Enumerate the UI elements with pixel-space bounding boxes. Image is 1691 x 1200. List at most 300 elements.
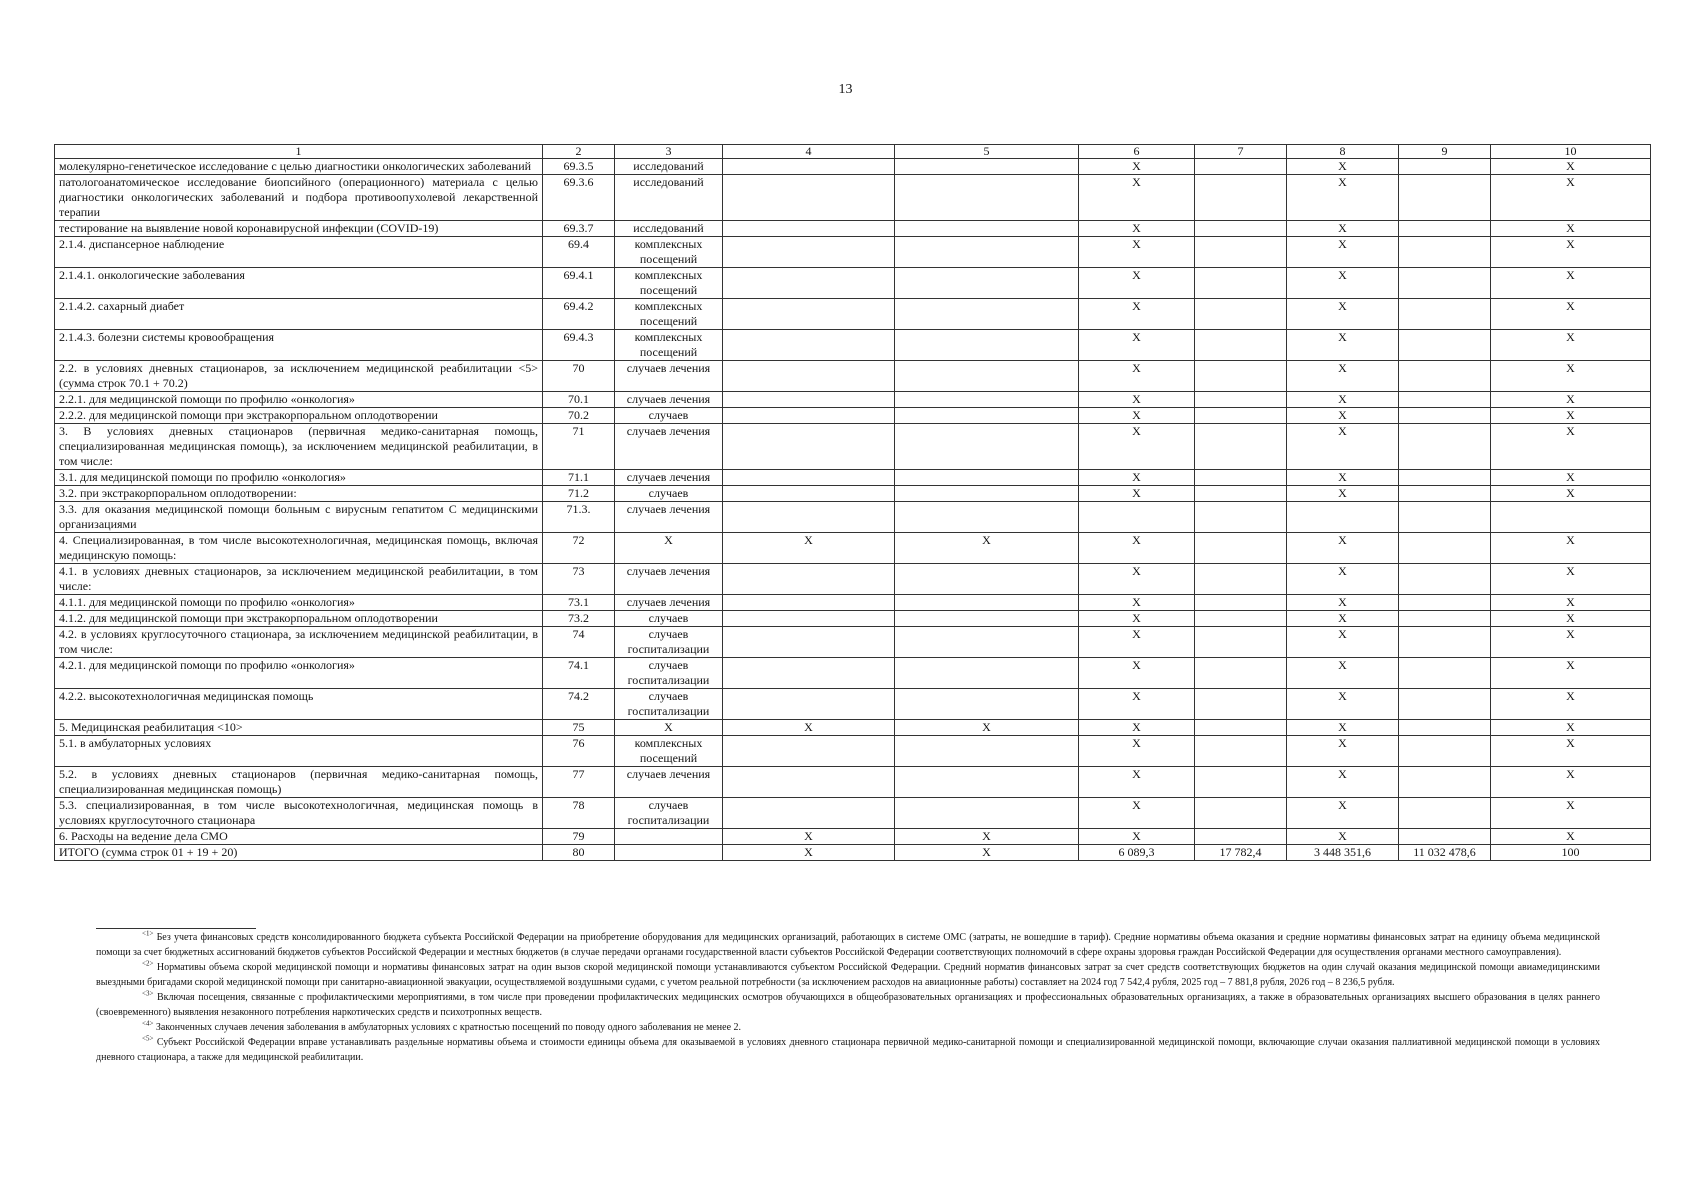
cell-col4: [723, 424, 895, 470]
cell-col10: X: [1491, 736, 1651, 767]
row-name: 3.1. для медицинской помощи по профилю «онкология»: [55, 470, 543, 486]
cell-col4: [723, 658, 895, 689]
row-unit: случаев госпитализации: [615, 658, 723, 689]
cell-col6: X: [1079, 159, 1195, 175]
cell-col7: 17 782,4: [1195, 845, 1287, 861]
cell-col8: X: [1287, 658, 1399, 689]
cell-col6: X: [1079, 829, 1195, 845]
cell-col5: [895, 736, 1079, 767]
cell-col8: X: [1287, 829, 1399, 845]
footnote-text: Субъект Российской Федерации вправе устанавливать раздельные нормативы объема и стоимости единицы объема для оказываемой в условиях дневного стационара первичной медико-санитарной помощи и специализированной медицинской помощи, включающие случаи оказания паллиативной медицинской помощи в условиях дневного стационара, а также для медицинской реабилитации.: [96, 1037, 1600, 1063]
row-code: 69.4: [543, 237, 615, 268]
cell-col7: [1195, 564, 1287, 595]
cell-col9: [1399, 689, 1491, 720]
column-header: 1: [55, 145, 543, 159]
cell-col4: [723, 330, 895, 361]
cell-col7: [1195, 829, 1287, 845]
cell-col7: [1195, 658, 1287, 689]
cell-col6: [1079, 502, 1195, 533]
cell-col7: [1195, 611, 1287, 627]
row-unit: комплексных посещений: [615, 736, 723, 767]
table-row: [55, 533, 1651, 564]
row-unit: [615, 845, 723, 861]
cell-col4: [723, 627, 895, 658]
row-name: 4.2.1. для медицинской помощи по профилю «онкология»: [55, 658, 543, 689]
cell-col4: [723, 595, 895, 611]
cell-col8: X: [1287, 159, 1399, 175]
cell-col6: X: [1079, 798, 1195, 829]
cell-col10: X: [1491, 595, 1651, 611]
cell-col5: [895, 159, 1079, 175]
column-header: 2: [543, 145, 615, 159]
cell-col5: [895, 299, 1079, 330]
cell-col6: X: [1079, 361, 1195, 392]
footnote-mark: <5>: [142, 1034, 154, 1043]
column-header: 10: [1491, 145, 1651, 159]
cell-col5: [895, 798, 1079, 829]
cell-col5: [895, 175, 1079, 221]
footnote: [96, 990, 1600, 1020]
row-unit: комплексных посещений: [615, 237, 723, 268]
cell-col7: [1195, 392, 1287, 408]
table-row: [55, 736, 1651, 767]
cell-col5: X: [895, 829, 1079, 845]
cell-col10: X: [1491, 658, 1651, 689]
cell-col7: [1195, 798, 1287, 829]
cell-col6: X: [1079, 424, 1195, 470]
cell-col7: [1195, 736, 1287, 767]
table-row: [55, 159, 1651, 175]
cell-col5: [895, 502, 1079, 533]
cell-col9: [1399, 392, 1491, 408]
cell-col8: X: [1287, 330, 1399, 361]
cell-col6: X: [1079, 392, 1195, 408]
row-unit: случаев лечения: [615, 361, 723, 392]
cell-col10: X: [1491, 533, 1651, 564]
row-code: 69.4.1: [543, 268, 615, 299]
row-unit: случаев лечения: [615, 424, 723, 470]
footnote-text: Нормативы объема скорой медицинской помощи и нормативы финансовых затрат на один вызов скорой медицинской помощи устанавливаются субъектом Российской Федерации. Средний норматив финансовых затрат за счет средств соответствующих бюджетов на один случай оказания медицинской помощи авиамедицинскими выездными бригадами скорой медицинской помощи при санитарно-авиационной эвакуации, осуществляемой воздушными судами, с учетом реальной потребности (за исключением расходов на авиационные работы) составляет на 2024 год 7 542,4 рубля, 2025 год – 7 881,8 рубля, 2026 год – 8 236,5 рубля.: [96, 962, 1600, 988]
row-code: 76: [543, 736, 615, 767]
column-header: 3: [615, 145, 723, 159]
cell-col4: [723, 268, 895, 299]
cell-col4: [723, 767, 895, 798]
row-unit: случаев госпитализации: [615, 689, 723, 720]
cell-col9: [1399, 299, 1491, 330]
cell-col4: [723, 470, 895, 486]
cell-col10: X: [1491, 159, 1651, 175]
standards-table: [54, 144, 1651, 861]
cell-col5: [895, 611, 1079, 627]
cell-col6: X: [1079, 486, 1195, 502]
row-name: 5.3. специализированная, в том числе высокотехнологичная, медицинская помощь в условиях круглосуточного стационара: [55, 798, 543, 829]
cell-col6: X: [1079, 330, 1195, 361]
cell-col10: X: [1491, 408, 1651, 424]
table-row: [55, 221, 1651, 237]
cell-col7: [1195, 595, 1287, 611]
cell-col4: [723, 392, 895, 408]
cell-col7: [1195, 486, 1287, 502]
cell-col9: [1399, 767, 1491, 798]
cell-col5: [895, 689, 1079, 720]
cell-col8: X: [1287, 392, 1399, 408]
table-row: [55, 627, 1651, 658]
cell-col9: [1399, 595, 1491, 611]
table-row: [55, 361, 1651, 392]
cell-col7: [1195, 330, 1287, 361]
row-code: 74.1: [543, 658, 615, 689]
row-name: 6. Расходы на ведение дела СМО: [55, 829, 543, 845]
cell-col4: [723, 361, 895, 392]
cell-col6: X: [1079, 408, 1195, 424]
cell-col9: [1399, 533, 1491, 564]
cell-col7: [1195, 502, 1287, 533]
row-name: 2.2. в условиях дневных стационаров, за исключением медицинской реабилитации <5> (сумма строк 70.1 + 70.2): [55, 361, 543, 392]
footnote-mark: <2>: [142, 959, 154, 968]
row-name: 3. В условиях дневных стационаров (первичная медико-санитарная помощь, специализированная медицинская помощь), за исключением медицинской реабилитации, в том числе:: [55, 424, 543, 470]
cell-col9: [1399, 330, 1491, 361]
row-code: 69.4.3: [543, 330, 615, 361]
table-row: [55, 237, 1651, 268]
cell-col10: X: [1491, 829, 1651, 845]
table-body: [55, 145, 1651, 861]
column-header: 7: [1195, 145, 1287, 159]
row-code: 74: [543, 627, 615, 658]
cell-col5: [895, 486, 1079, 502]
cell-col7: [1195, 361, 1287, 392]
row-code: 70.1: [543, 392, 615, 408]
cell-col5: [895, 564, 1079, 595]
footnote: [96, 1020, 1600, 1035]
cell-col8: X: [1287, 424, 1399, 470]
cell-col6: X: [1079, 268, 1195, 299]
cell-col6: X: [1079, 767, 1195, 798]
row-code: 69.3.5: [543, 159, 615, 175]
cell-col10: X: [1491, 611, 1651, 627]
row-name: 5.2. в условиях дневных стационаров (первичная медико-санитарная помощь, специализированная медицинская помощь): [55, 767, 543, 798]
cell-col4: [723, 502, 895, 533]
footnote-text: Включая посещения, связанные с профилактическими мероприятиями, в том числе при проведении профилактических медицинских осмотров обучающихся в общеобразовательных организациях и профессиональных образовательных организациях, а также в образовательных организациях высшего образования в целях раннего (своевременного) выявления незаконного потребления наркотических средств и психотропных веществ.: [96, 992, 1600, 1018]
cell-col7: [1195, 159, 1287, 175]
cell-col5: [895, 268, 1079, 299]
cell-col10: X: [1491, 470, 1651, 486]
table-row: [55, 595, 1651, 611]
row-name: ИТОГО (сумма строк 01 + 19 + 20): [55, 845, 543, 861]
row-code: 69.4.2: [543, 299, 615, 330]
cell-col6: X: [1079, 221, 1195, 237]
row-unit: исследований: [615, 175, 723, 221]
cell-col5: [895, 767, 1079, 798]
cell-col10: X: [1491, 689, 1651, 720]
cell-col5: [895, 361, 1079, 392]
cell-col10: X: [1491, 627, 1651, 658]
cell-col5: X: [895, 845, 1079, 861]
cell-col4: X: [723, 845, 895, 861]
cell-col10: X: [1491, 720, 1651, 736]
cell-col6: X: [1079, 611, 1195, 627]
cell-col7: [1195, 268, 1287, 299]
row-unit: случаев госпитализации: [615, 627, 723, 658]
row-name: 2.2.1. для медицинской помощи по профилю «онкология»: [55, 392, 543, 408]
cell-col9: [1399, 736, 1491, 767]
cell-col8: X: [1287, 798, 1399, 829]
cell-col4: [723, 159, 895, 175]
cell-col9: [1399, 502, 1491, 533]
table-row: [55, 330, 1651, 361]
cell-col10: X: [1491, 361, 1651, 392]
cell-col10: X: [1491, 392, 1651, 408]
footnote: [96, 1035, 1600, 1065]
cell-col10: X: [1491, 175, 1651, 221]
column-header: 5: [895, 145, 1079, 159]
page-number: 13: [838, 82, 853, 97]
row-name: патологоанатомическое исследование биопсийного (операционного) материала с целью диагностики онкологических заболеваний и подбора противоопухолевой лекарственной терапии: [55, 175, 543, 221]
cell-col9: [1399, 658, 1491, 689]
cell-col9: [1399, 221, 1491, 237]
row-name: 4. Специализированная, в том числе высокотехнологичная, медицинская помощь, включая медицинскую помощь:: [55, 533, 543, 564]
row-unit: случаев лечения: [615, 595, 723, 611]
cell-col10: X: [1491, 564, 1651, 595]
cell-col5: X: [895, 533, 1079, 564]
cell-col6: X: [1079, 736, 1195, 767]
cell-col7: [1195, 627, 1287, 658]
cell-col6: X: [1079, 627, 1195, 658]
cell-col9: [1399, 470, 1491, 486]
cell-col9: [1399, 627, 1491, 658]
cell-col8: X: [1287, 221, 1399, 237]
row-unit: случаев: [615, 486, 723, 502]
cell-col6: X: [1079, 720, 1195, 736]
footnote: [96, 930, 1600, 960]
cell-col8: X: [1287, 361, 1399, 392]
cell-col7: [1195, 720, 1287, 736]
cell-col4: [723, 736, 895, 767]
cell-col9: [1399, 486, 1491, 502]
cell-col9: [1399, 159, 1491, 175]
footnote-mark: <1>: [142, 929, 154, 938]
cell-col4: X: [723, 533, 895, 564]
cell-col8: X: [1287, 175, 1399, 221]
footnote: [96, 960, 1600, 990]
cell-col10: X: [1491, 237, 1651, 268]
row-unit: X: [615, 533, 723, 564]
cell-col4: [723, 408, 895, 424]
row-code: 70.2: [543, 408, 615, 424]
row-name: 2.2.2. для медицинской помощи при экстракорпоральном оплодотворении: [55, 408, 543, 424]
row-unit: случаев госпитализации: [615, 798, 723, 829]
table-row: [55, 767, 1651, 798]
cell-col7: [1195, 767, 1287, 798]
footnote-mark: <3>: [142, 989, 154, 998]
cell-col8: X: [1287, 408, 1399, 424]
cell-col5: [895, 237, 1079, 268]
cell-col9: [1399, 798, 1491, 829]
table-row: [55, 392, 1651, 408]
cell-col8: [1287, 502, 1399, 533]
cell-col4: [723, 237, 895, 268]
cell-col8: X: [1287, 720, 1399, 736]
cell-col9: [1399, 361, 1491, 392]
cell-col5: [895, 470, 1079, 486]
table-row: [55, 470, 1651, 486]
cell-col7: [1195, 237, 1287, 268]
row-unit: исследований: [615, 221, 723, 237]
row-code: 74.2: [543, 689, 615, 720]
table-row: [55, 486, 1651, 502]
cell-col5: [895, 221, 1079, 237]
cell-col5: [895, 658, 1079, 689]
cell-col8: X: [1287, 611, 1399, 627]
row-name: молекулярно-генетическое исследование с целью диагностики онкологических заболеваний: [55, 159, 543, 175]
row-code: 71: [543, 424, 615, 470]
row-unit: [615, 829, 723, 845]
cell-col9: [1399, 408, 1491, 424]
cell-col8: X: [1287, 736, 1399, 767]
table-row: [55, 658, 1651, 689]
cell-col10: X: [1491, 221, 1651, 237]
row-code: 75: [543, 720, 615, 736]
row-code: 71.3.: [543, 502, 615, 533]
cell-col8: X: [1287, 564, 1399, 595]
cell-col6: X: [1079, 299, 1195, 330]
row-name: 2.1.4.2. сахарный диабет: [55, 299, 543, 330]
row-unit: случаев: [615, 408, 723, 424]
row-unit: X: [615, 720, 723, 736]
row-name: 3.2. при экстракорпоральном оплодотворении:: [55, 486, 543, 502]
cell-col4: [723, 486, 895, 502]
row-name: 4.2.2. высокотехнологичная медицинская помощь: [55, 689, 543, 720]
row-unit: комплексных посещений: [615, 330, 723, 361]
row-code: 69.3.7: [543, 221, 615, 237]
row-code: 70: [543, 361, 615, 392]
cell-col8: 3 448 351,6: [1287, 845, 1399, 861]
table-row: [55, 408, 1651, 424]
cell-col7: [1195, 299, 1287, 330]
row-code: 80: [543, 845, 615, 861]
row-unit: случаев лечения: [615, 470, 723, 486]
table-row: [55, 689, 1651, 720]
footnote-mark: <4>: [142, 1019, 154, 1028]
cell-col5: [895, 595, 1079, 611]
cell-col8: X: [1287, 595, 1399, 611]
table-row: [55, 845, 1651, 861]
table-row: [55, 829, 1651, 845]
cell-col9: [1399, 611, 1491, 627]
cell-col7: [1195, 424, 1287, 470]
table-row: [55, 502, 1651, 533]
cell-col5: [895, 408, 1079, 424]
cell-col9: [1399, 237, 1491, 268]
cell-col10: X: [1491, 798, 1651, 829]
row-code: 71.1: [543, 470, 615, 486]
cell-col5: [895, 392, 1079, 408]
table-row: [55, 564, 1651, 595]
cell-col6: 6 089,3: [1079, 845, 1195, 861]
cell-col4: [723, 299, 895, 330]
row-code: 73.1: [543, 595, 615, 611]
cell-col10: X: [1491, 486, 1651, 502]
row-name: 4.1. в условиях дневных стационаров, за исключением медицинской реабилитации, в том числе:: [55, 564, 543, 595]
column-header: 8: [1287, 145, 1399, 159]
cell-col5: [895, 424, 1079, 470]
footnote-text: Законченных случаев лечения заболевания в амбулаторных условиях с кратностью посещений по поводу одного заболевания не менее 2.: [155, 1022, 742, 1033]
cell-col7: [1195, 221, 1287, 237]
cell-col5: [895, 627, 1079, 658]
cell-col4: [723, 798, 895, 829]
row-code: 71.2: [543, 486, 615, 502]
row-name: 4.1.2. для медицинской помощи при экстракорпоральном оплодотворении: [55, 611, 543, 627]
cell-col10: [1491, 502, 1651, 533]
table-row: [55, 424, 1651, 470]
cell-col8: X: [1287, 299, 1399, 330]
row-name: 5.1. в амбулаторных условиях: [55, 736, 543, 767]
cell-col9: [1399, 424, 1491, 470]
row-code: 78: [543, 798, 615, 829]
footnotes: [96, 930, 1600, 1065]
cell-col10: 100: [1491, 845, 1651, 861]
cell-col8: X: [1287, 627, 1399, 658]
cell-col6: X: [1079, 470, 1195, 486]
column-header-row: [55, 145, 1651, 159]
row-unit: случаев лечения: [615, 502, 723, 533]
row-unit: случаев: [615, 611, 723, 627]
cell-col7: [1195, 175, 1287, 221]
cell-col8: X: [1287, 767, 1399, 798]
footnote-text: Без учета финансовых средств консолидированного бюджета субъекта Российской Федерации на приобретение оборудования для медицинских организаций, работающих в системе ОМС (затраты, не вошедшие в тариф). Средние нормативы объема оказания и средние нормативы финансовых затрат на единицу объема медицинской помощи за счет бюджетных ассигнований бюджетов субъектов Российской Федерации и местных бюджетов (в случае передачи органами государственной власти субъектов Российской Федерации соответствующих полномочий в сфере охраны здоровья граждан Российской Федерации для осуществления органами местного самоуправления).: [96, 932, 1600, 958]
row-name: 2.1.4.3. болезни системы кровообращения: [55, 330, 543, 361]
cell-col6: X: [1079, 658, 1195, 689]
cell-col9: [1399, 720, 1491, 736]
cell-col4: [723, 611, 895, 627]
cell-col8: X: [1287, 268, 1399, 299]
cell-col4: [723, 564, 895, 595]
cell-col7: [1195, 689, 1287, 720]
row-code: 69.3.6: [543, 175, 615, 221]
cell-col6: X: [1079, 595, 1195, 611]
table-row: [55, 798, 1651, 829]
row-name: 3.3. для оказания медицинской помощи больным с вирусным гепатитом С медицинскими организациями: [55, 502, 543, 533]
cell-col6: X: [1079, 564, 1195, 595]
column-header: 4: [723, 145, 895, 159]
cell-col5: [895, 330, 1079, 361]
cell-col7: [1195, 470, 1287, 486]
cell-col10: X: [1491, 767, 1651, 798]
row-code: 73.2: [543, 611, 615, 627]
cell-col7: [1195, 408, 1287, 424]
table-row: [55, 299, 1651, 330]
column-header: 6: [1079, 145, 1195, 159]
row-code: 77: [543, 767, 615, 798]
cell-col9: [1399, 829, 1491, 845]
row-name: 4.1.1. для медицинской помощи по профилю «онкология»: [55, 595, 543, 611]
cell-col7: [1195, 533, 1287, 564]
cell-col4: [723, 689, 895, 720]
table-row: [55, 175, 1651, 221]
cell-col6: X: [1079, 175, 1195, 221]
cell-col10: X: [1491, 299, 1651, 330]
row-unit: комплексных посещений: [615, 299, 723, 330]
cell-col4: [723, 221, 895, 237]
cell-col4: X: [723, 829, 895, 845]
cell-col9: [1399, 268, 1491, 299]
table-row: [55, 720, 1651, 736]
cell-col10: X: [1491, 330, 1651, 361]
cell-col8: X: [1287, 533, 1399, 564]
row-unit: комплексных посещений: [615, 268, 723, 299]
cell-col6: X: [1079, 533, 1195, 564]
cell-col8: X: [1287, 486, 1399, 502]
table-row: [55, 268, 1651, 299]
